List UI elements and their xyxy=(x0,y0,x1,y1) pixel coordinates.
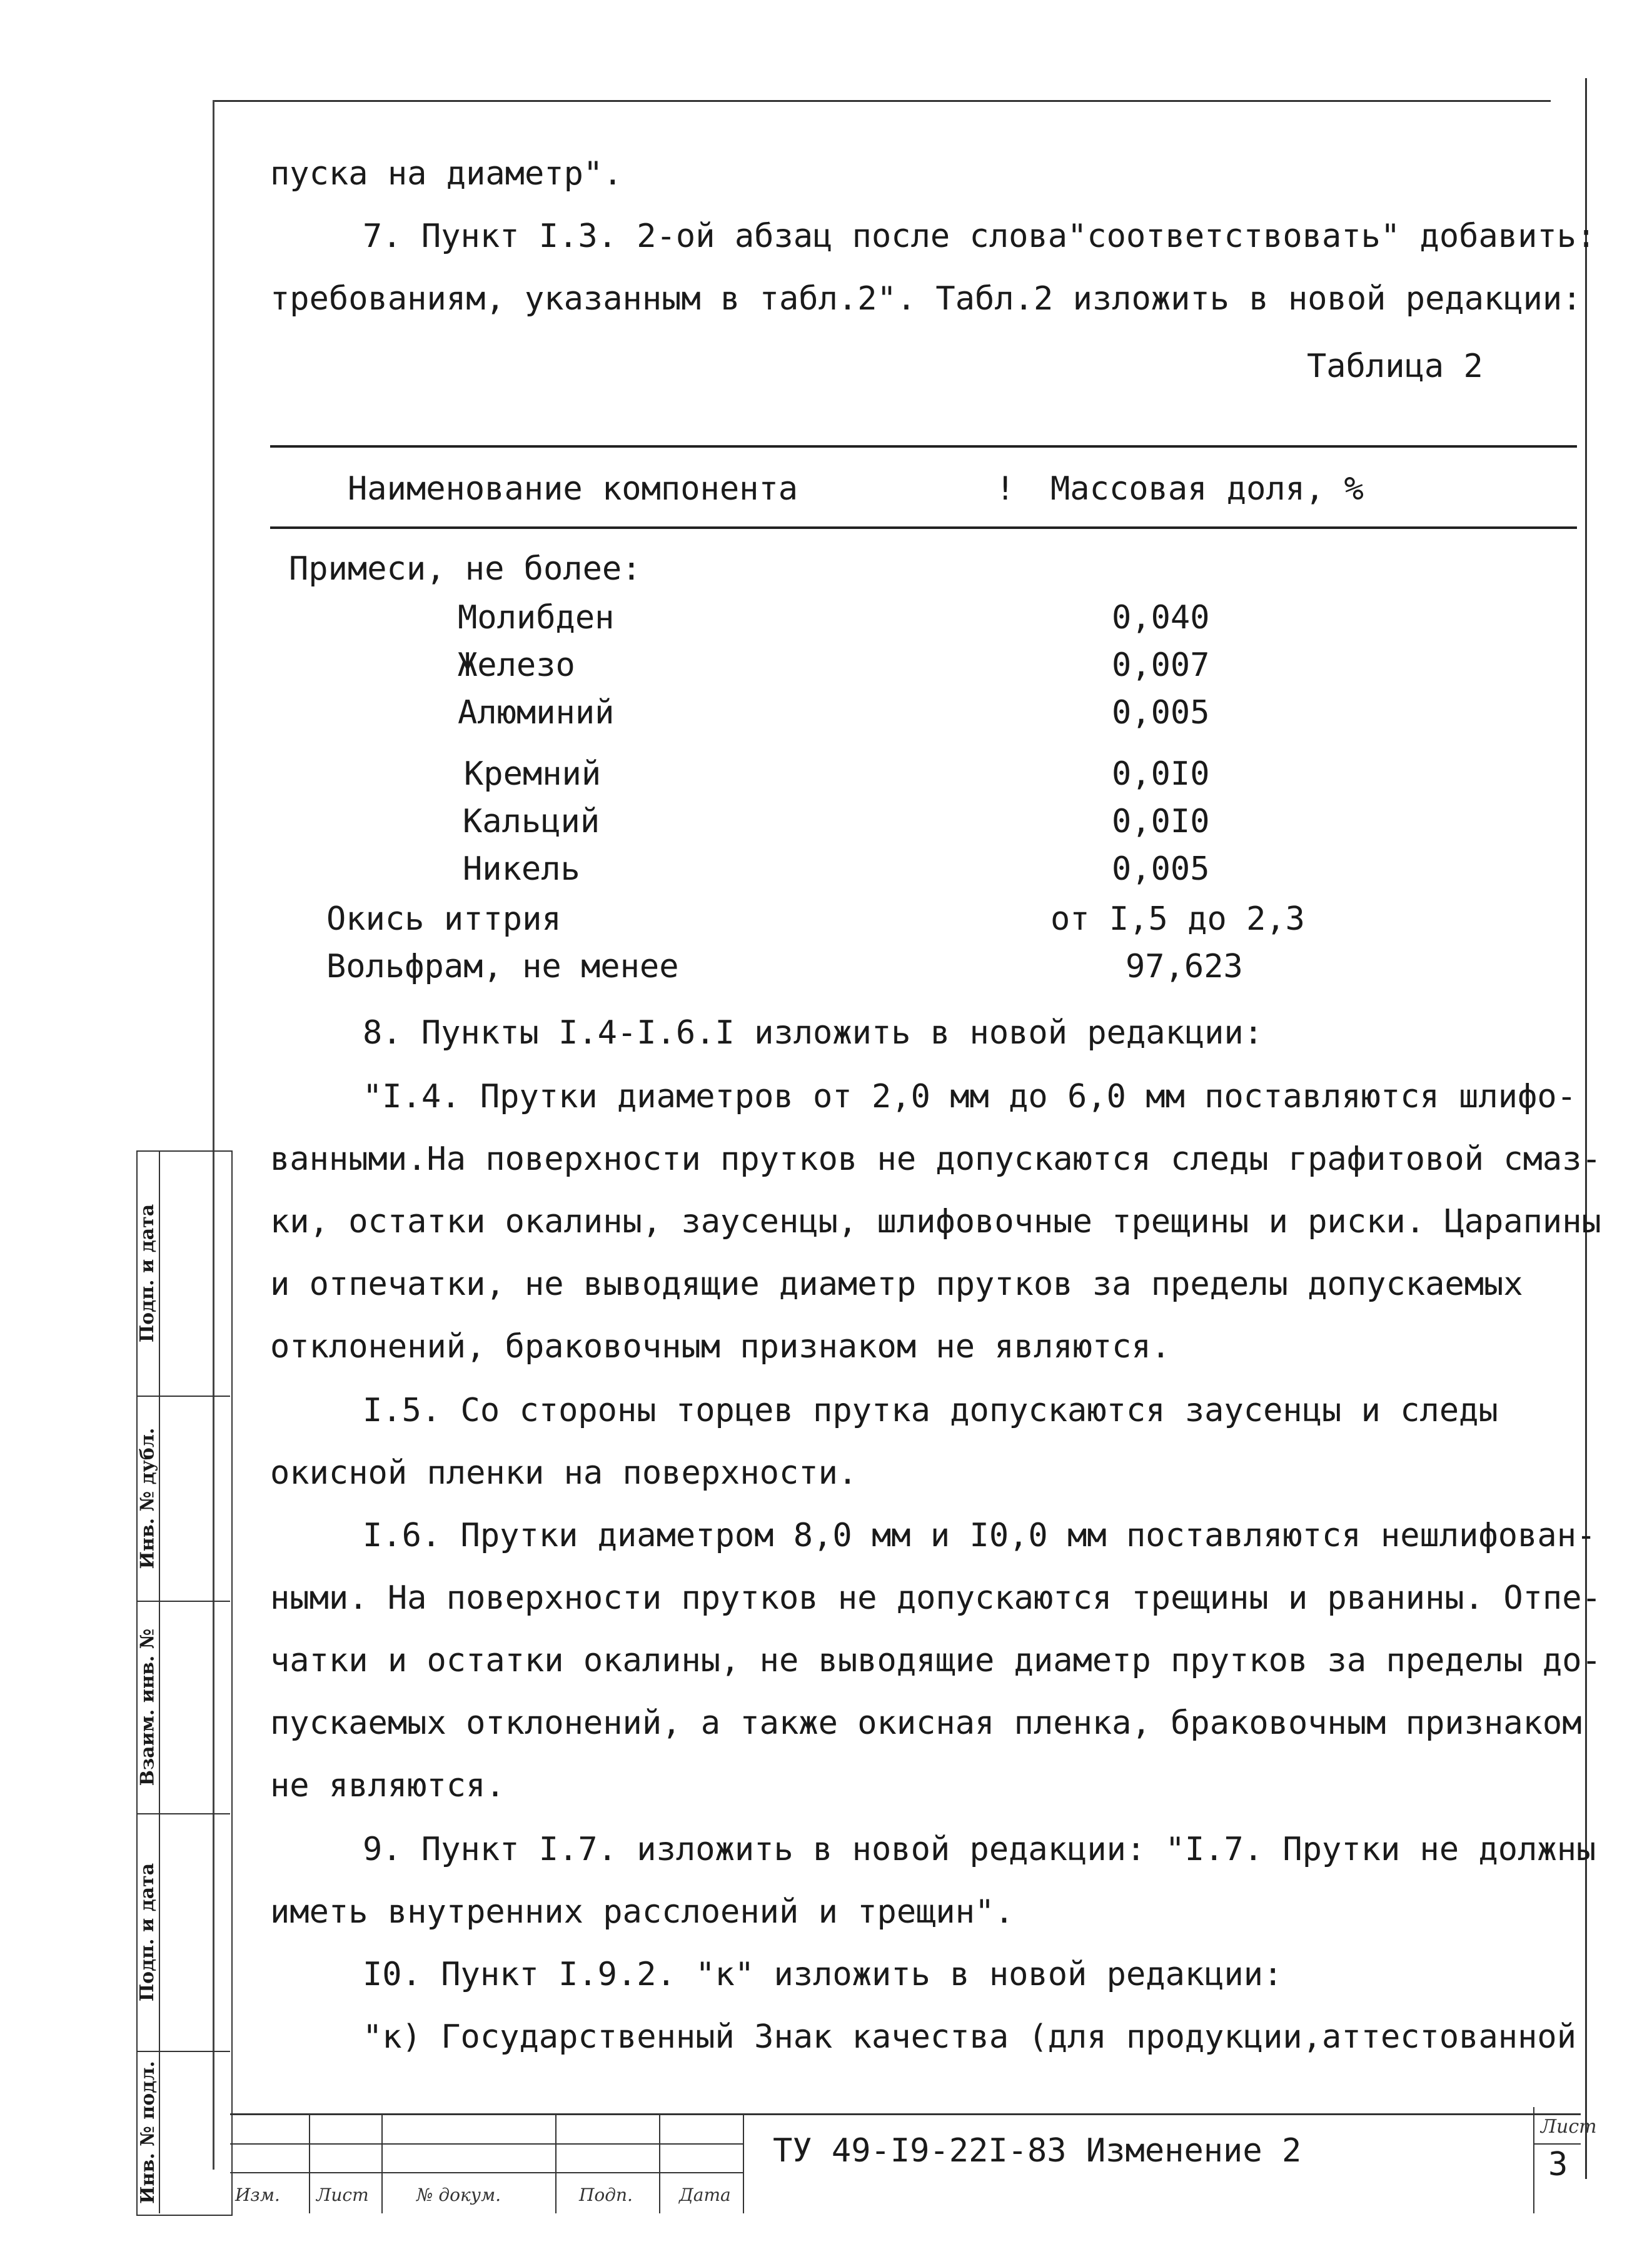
footer-col-divider xyxy=(555,2113,557,2213)
table-row-name: Молибден xyxy=(458,599,615,636)
paragraph-1-6-line: ными. На поверхности прутков не допускаются трещины и рванины. Отпе- xyxy=(270,1579,1601,1617)
footer-label-doc-number: № докум. xyxy=(416,2185,501,2205)
document-code: ТУ 49-I9-22I-83 Изменение 2 xyxy=(773,2132,1302,2170)
side-stamp-divider xyxy=(159,1150,160,2213)
side-stamp-dup-inventory: Инв. № дубл. xyxy=(136,1427,159,1569)
footer-label-date: Дата xyxy=(679,2185,731,2205)
footer-col-divider xyxy=(381,2113,383,2213)
table-row-value: 0,0I0 xyxy=(1112,755,1210,793)
table-row-value: 97,623 xyxy=(1126,948,1243,985)
table-row-name: Вольфрам, не менее xyxy=(326,948,679,985)
footer-label-signature: Подп. xyxy=(579,2185,633,2205)
paragraph-1-5-line: I.5. Со стороны торцев прутка допускаются заусенцы и следы xyxy=(363,1392,1498,1429)
table-group-impurities: Примеси, не более: xyxy=(289,550,642,588)
table-row-name: Алюминий xyxy=(458,694,615,732)
paragraph-9-line: иметь внутренних расслоений и трещин". xyxy=(270,1893,1014,1931)
side-stamp-sign-date: Подп. и дата xyxy=(136,1863,159,2001)
paragraph-8-line: и отпечатки, не выводящие диаметр прутков за пределы допускаемых xyxy=(270,1265,1523,1303)
paragraph-1-6-line: пускаемых отклонений, а также окисная пленка, браковочным признаком xyxy=(270,1704,1582,1742)
paragraph-10-line: I0. Пункт I.9.2. "к" изложить в новой редакции: xyxy=(363,1956,1283,1993)
footer-label-change: Изм. xyxy=(235,2185,280,2205)
table-row-name: Железо xyxy=(458,646,575,684)
table-top-rule xyxy=(270,445,1577,448)
table-row-name: Кальций xyxy=(463,803,600,840)
footer-top-rule xyxy=(230,2113,1581,2115)
paragraph-1-6-line: не являются. xyxy=(270,1767,505,1804)
table-row-name: Никель xyxy=(463,850,580,888)
table-row-value: от I,5 до 2,3 xyxy=(1050,900,1305,938)
paragraph-8-line: отклонений, браковочным признаком не являются. xyxy=(270,1328,1171,1366)
sheet-divider xyxy=(1533,2143,1581,2145)
footer-col-divider xyxy=(743,2113,744,2213)
footer-row-rule xyxy=(230,2172,743,2173)
table-header-separator: ! xyxy=(995,470,1015,508)
table-row-value: 0,040 xyxy=(1112,599,1210,636)
paragraph-1-5-line: окисной пленки на поверхности. xyxy=(270,1454,858,1492)
table-caption: Таблица 2 xyxy=(1307,348,1483,385)
paragraph-10-line: "к) Государственный Знак качества (для продукции,аттестованной xyxy=(363,2018,1577,2056)
paragraph-8-line: ванными.На поверхности прутков не допускаются следы графитовой смаз- xyxy=(270,1140,1601,1178)
table-header-mass-fraction: Массовая доля, % xyxy=(1050,470,1364,508)
side-stamp-sign-date: Подп. и дата xyxy=(136,1204,159,1342)
sheet-label: Лист xyxy=(1541,2116,1597,2138)
footer-col-divider xyxy=(1533,2107,1534,2213)
paragraph-8-line: "I.4. Прутки диаметров от 2,0 мм до 6,0 мм поставляются шлифо- xyxy=(363,1078,1577,1115)
page-frame-top xyxy=(213,100,1551,102)
paragraph-8-line: ки, остатки окалины, заусенцы, шлифовочные трещины и риски. Царапины xyxy=(270,1203,1601,1240)
paragraph-1-6-line: чатки и остатки окалины, не выводящие диаметр прутков за пределы до- xyxy=(270,1642,1601,1679)
text-line: пуска на диаметр". xyxy=(270,155,623,193)
paragraph-7-line-1: 7. Пункт I.3. 2-ой абзац после слова"соответствовать" добавить: xyxy=(363,218,1596,255)
paragraph-8-line: 8. Пункты I.4-I.6.I изложить в новой редакции: xyxy=(363,1014,1264,1052)
table-header-rule xyxy=(270,526,1577,529)
paragraph-9-line: 9. Пункт I.7. изложить в новой редакции: "I.7. Прутки не должны xyxy=(363,1831,1596,1868)
table-row-name: Кремний xyxy=(464,755,602,793)
table-row-name: Окись иттрия xyxy=(326,900,562,938)
table-row-value: 0,005 xyxy=(1112,850,1210,888)
side-stamp-original-inventory: Инв. № подл. xyxy=(136,2060,159,2204)
paragraph-7-line-2: требованиям, указанным в табл.2". Табл.2 изложить в новой редакции: xyxy=(270,280,1582,318)
table-row-value: 0,0I0 xyxy=(1112,803,1210,840)
footer-col-divider xyxy=(659,2113,660,2213)
side-stamp-replacement-inventory: Взаим. инв. № xyxy=(136,1628,159,1786)
footer-row-rule xyxy=(230,2143,743,2145)
paragraph-1-6-line: I.6. Прутки диаметром 8,0 мм и I0,0 мм поставляются нешлифован- xyxy=(363,1517,1596,1554)
table-row-value: 0,007 xyxy=(1112,646,1210,684)
table-header-component: Наименование компонента xyxy=(348,470,798,508)
footer-label-sheet: Лист xyxy=(316,2185,369,2205)
sheet-number: 3 xyxy=(1548,2146,1568,2183)
table-row-value: 0,005 xyxy=(1112,694,1210,732)
footer-col-divider xyxy=(309,2113,310,2213)
